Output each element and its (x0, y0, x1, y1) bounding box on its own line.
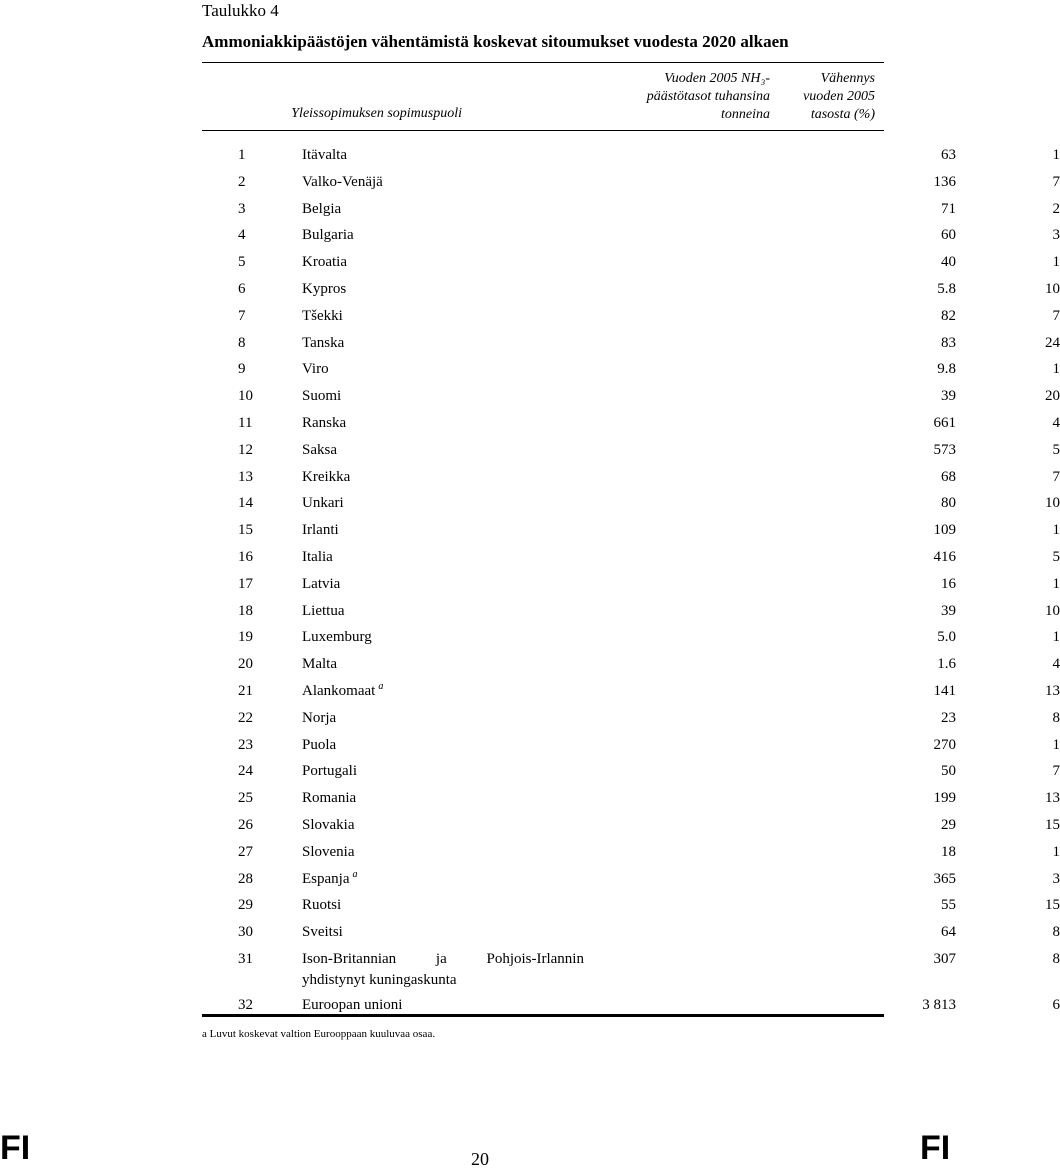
party-name: Itävalta (302, 147, 347, 163)
footnote-mark: a (378, 680, 384, 692)
emissions-value: 63 (941, 147, 956, 163)
footnote-mark: a (352, 868, 358, 880)
table-row (202, 892, 1060, 919)
party-cell (302, 624, 372, 651)
party-name: Kreikka (302, 468, 351, 485)
party-cell (302, 356, 329, 383)
reduction-value: 4 (1052, 414, 1060, 431)
table-row (202, 624, 1060, 651)
table-row (202, 222, 1060, 249)
column-header-reduction-line-2: vuoden 2005 (803, 89, 875, 104)
emissions-value: 50 (941, 763, 956, 780)
table-row (202, 249, 1060, 276)
reduction-value: 7 (1052, 307, 1060, 324)
emissions-value: 9.8 (937, 361, 956, 378)
party-name: Tšekki (302, 307, 343, 324)
row-number: 1 (238, 147, 246, 163)
emissions-value: 661 (933, 414, 956, 431)
reduction-value: 8 (1052, 924, 1060, 941)
row-number: 29 (238, 897, 253, 914)
table-row (202, 705, 1060, 732)
row-number: 16 (238, 548, 253, 565)
party-name: Portugali (302, 763, 357, 780)
emissions-value: 1.6 (937, 656, 956, 673)
table-row (202, 410, 1060, 437)
reduction-value: 1 (1052, 575, 1060, 592)
reduction-value: 1 (1052, 361, 1060, 378)
table-row (202, 785, 1060, 812)
row-number: 27 (238, 843, 253, 860)
emissions-value: 68 (941, 468, 956, 485)
reduction-value: 24 (1045, 334, 1060, 351)
reduction-value: 10 (1045, 602, 1060, 619)
party-cell (302, 276, 346, 303)
table-body (202, 142, 1060, 1019)
table-number: Taulukko 4 (202, 1, 279, 20)
party-name: Belgia (302, 200, 342, 217)
party-cell (302, 812, 355, 839)
row-number: 13 (238, 468, 253, 485)
party-name: Unkari (302, 495, 344, 512)
emissions-value: 573 (933, 441, 956, 458)
column-header-party: Yleissopimuksen sopimuspuoli (291, 106, 462, 121)
party-cell (302, 705, 336, 732)
party-cell (302, 598, 344, 625)
party-name: Luxemburg (302, 629, 372, 646)
party-name: Suomi (302, 388, 342, 405)
table-bottom-rule (202, 1014, 884, 1017)
party-name: Kypros (302, 280, 347, 297)
table-row (202, 490, 1060, 517)
party-cell (302, 544, 333, 571)
row-number: 17 (238, 575, 253, 592)
party-name-word: Pohjois-Irlannin (486, 950, 584, 967)
party-name: Tanska (302, 334, 345, 351)
party-cell (302, 732, 336, 759)
emissions-value: 307 (933, 950, 956, 967)
party-cell (302, 303, 343, 330)
row-number: 19 (238, 629, 253, 646)
table-row (202, 437, 1060, 464)
reduction-value: 5 (1052, 548, 1060, 565)
party-cell (302, 142, 347, 169)
row-number: 2 (238, 173, 246, 190)
row-number: 15 (238, 522, 253, 539)
language-code-left: FI (0, 1129, 31, 1167)
emissions-value: 5.8 (937, 280, 956, 297)
reduction-value: 8 (1052, 950, 1060, 967)
table-row (202, 303, 1060, 330)
row-number: 12 (238, 441, 253, 458)
party-name: Liettua (302, 602, 345, 619)
party-name: Ruotsi (302, 897, 342, 914)
reduction-value: 1 (1052, 254, 1060, 271)
party-cell (302, 919, 343, 946)
emissions-value: 3 813 (922, 996, 956, 1013)
emissions-value: 5.0 (937, 629, 956, 646)
reduction-value: 15 (1045, 897, 1060, 914)
emissions-value: 80 (941, 495, 956, 512)
party-name: Latvia (302, 575, 341, 592)
emissions-value: 136 (933, 173, 956, 190)
party-name: Espanja (302, 870, 350, 887)
party-name: Saksa (302, 441, 337, 458)
column-header-emissions-line-1: Vuoden 2005 NH₃- (664, 71, 770, 86)
table-row (202, 142, 1060, 169)
row-number: 30 (238, 924, 253, 941)
party-cell (302, 222, 354, 249)
emissions-value: 416 (933, 548, 956, 565)
row-number: 18 (238, 602, 253, 619)
row-number: 28 (238, 870, 253, 887)
emissions-value: 40 (941, 254, 956, 271)
party-cell (302, 464, 350, 491)
reduction-value: 1 (1052, 147, 1060, 163)
reduction-value: 1 (1052, 736, 1060, 753)
table-row (202, 839, 1060, 866)
column-header-emissions-line-2: päästötasot tuhansina (646, 89, 770, 104)
emissions-value: 199 (933, 790, 956, 807)
reduction-value: 8 (1052, 709, 1060, 726)
row-number: 14 (238, 495, 253, 512)
reduction-value: 13 (1045, 790, 1060, 807)
table-row (202, 571, 1060, 598)
party-name: Euroopan unioni (302, 996, 403, 1013)
party-cell (302, 839, 355, 866)
table-row (202, 866, 1060, 893)
row-number: 32 (238, 996, 253, 1013)
table-top-rule (202, 62, 884, 63)
table-title: Ammoniakkipäästöjen vähentämistä koskevat sitoumukset vuodesta 2020 alkaen (202, 32, 789, 51)
party-name: Alankomaat (302, 682, 376, 699)
table-row (202, 651, 1060, 678)
table-row-uk (202, 946, 1060, 992)
reduction-value: 7 (1052, 468, 1060, 485)
reduction-value: 7 (1052, 173, 1060, 190)
row-number: 6 (238, 280, 246, 297)
party-name-line-2: yhdistynyt kuningaskunta (302, 971, 457, 988)
row-number: 21 (238, 682, 253, 699)
emissions-value: 29 (941, 816, 956, 833)
table-row (202, 356, 1060, 383)
party-name: Italia (302, 548, 333, 565)
party-name: Ranska (302, 414, 347, 431)
party-cell (302, 410, 346, 437)
table-row (202, 598, 1060, 625)
table-row (202, 732, 1060, 759)
party-name: Puola (302, 736, 337, 753)
emissions-value: 365 (933, 870, 956, 887)
party-name: Norja (302, 709, 337, 726)
party-name: Bulgaria (302, 227, 354, 244)
emissions-value: 83 (941, 334, 956, 351)
row-number: 9 (238, 361, 246, 378)
reduction-value: 1 (1052, 522, 1060, 539)
party-cell (302, 571, 340, 598)
party-cell (302, 517, 339, 544)
row-number: 11 (238, 414, 253, 431)
table-row (202, 169, 1060, 196)
party-cell (302, 651, 337, 678)
party-name: Irlanti (302, 522, 339, 539)
table-row (202, 276, 1060, 303)
party-cell (302, 866, 357, 893)
reduction-value: 6 (1052, 996, 1060, 1013)
reduction-value: 3 (1052, 870, 1060, 887)
emissions-value: 39 (941, 388, 956, 405)
reduction-value: 15 (1045, 816, 1060, 833)
row-number: 7 (238, 307, 246, 324)
row-number: 24 (238, 763, 253, 780)
emissions-value: 16 (941, 575, 956, 592)
emissions-value: 60 (941, 227, 956, 244)
reduction-value: 10 (1045, 280, 1060, 297)
reduction-value: 5 (1052, 441, 1060, 458)
page-number: 20 (471, 1149, 489, 1169)
party-cell (302, 383, 341, 410)
row-number: 26 (238, 816, 253, 833)
party-name: Sveitsi (302, 924, 343, 941)
table-row (202, 812, 1060, 839)
table-row (202, 678, 1060, 705)
table-row (202, 919, 1060, 946)
party-cell (302, 892, 341, 919)
table-row (202, 464, 1060, 491)
row-number: 8 (238, 334, 246, 351)
reduction-value: 20 (1045, 388, 1060, 405)
column-header-emissions (610, 70, 770, 124)
reduction-value: 4 (1052, 656, 1060, 673)
emissions-value: 18 (941, 843, 956, 860)
reduction-value: 1 (1052, 629, 1060, 646)
row-number: 4 (238, 227, 246, 244)
party-name: Slovakia (302, 816, 355, 833)
emissions-value: 71 (941, 200, 956, 217)
row-number: 31 (238, 950, 253, 967)
table-row (202, 517, 1060, 544)
row-number: 10 (238, 388, 253, 405)
party-cell (302, 437, 337, 464)
reduction-value: 13 (1045, 682, 1060, 699)
reduction-value: 7 (1052, 763, 1060, 780)
party-name-word: ja (435, 950, 447, 967)
party-name: Valko-Venäjä (302, 173, 383, 190)
column-header-reduction-line-3: tasosta (%) (810, 107, 875, 122)
emissions-value: 23 (941, 709, 956, 726)
column-header-reduction-line-1: Vähennys (820, 71, 875, 86)
table-header-rule (202, 130, 884, 131)
table-row (202, 758, 1060, 785)
emissions-value: 109 (933, 522, 956, 539)
emissions-value: 55 (941, 897, 956, 914)
reduction-value: 2 (1052, 200, 1060, 217)
column-header-emissions-line-3: tonneina (721, 107, 770, 122)
emissions-value: 82 (941, 307, 956, 324)
reduction-value: 1 (1052, 843, 1060, 860)
party-name: Kroatia (302, 254, 347, 271)
party-cell (302, 249, 347, 276)
footnote: a Luvut koskevat valtion Eurooppaan kuuluvaa osaa. (202, 1028, 436, 1040)
table-row (202, 330, 1060, 357)
column-header-reduction (780, 70, 875, 124)
emissions-value: 64 (941, 924, 956, 941)
reduction-value: 10 (1045, 495, 1060, 512)
table-row (202, 544, 1060, 571)
party-cell (302, 196, 341, 223)
reduction-value: 3 (1052, 227, 1060, 244)
party-name: Malta (302, 656, 337, 673)
row-number: 20 (238, 656, 253, 673)
party-cell (302, 678, 383, 705)
row-number: 23 (238, 736, 253, 753)
language-code-right: FI (920, 1129, 951, 1167)
party-name: Slovenia (302, 843, 355, 860)
row-number: 3 (238, 200, 246, 217)
table-row (202, 383, 1060, 410)
emissions-value: 39 (941, 602, 956, 619)
party-cell (302, 490, 344, 517)
party-cell (302, 169, 383, 196)
emissions-value: 141 (933, 682, 956, 699)
party-cell (302, 330, 344, 357)
table-row (202, 196, 1060, 223)
emissions-value: 270 (933, 736, 956, 753)
party-cell (302, 758, 357, 785)
row-number: 22 (238, 709, 253, 726)
party-name-word: Ison-Britannian (302, 950, 397, 967)
row-number: 5 (238, 254, 246, 271)
party-name: Romania (302, 790, 357, 807)
row-number: 25 (238, 790, 253, 807)
party-cell (302, 785, 356, 812)
party-name: Viro (302, 361, 329, 378)
